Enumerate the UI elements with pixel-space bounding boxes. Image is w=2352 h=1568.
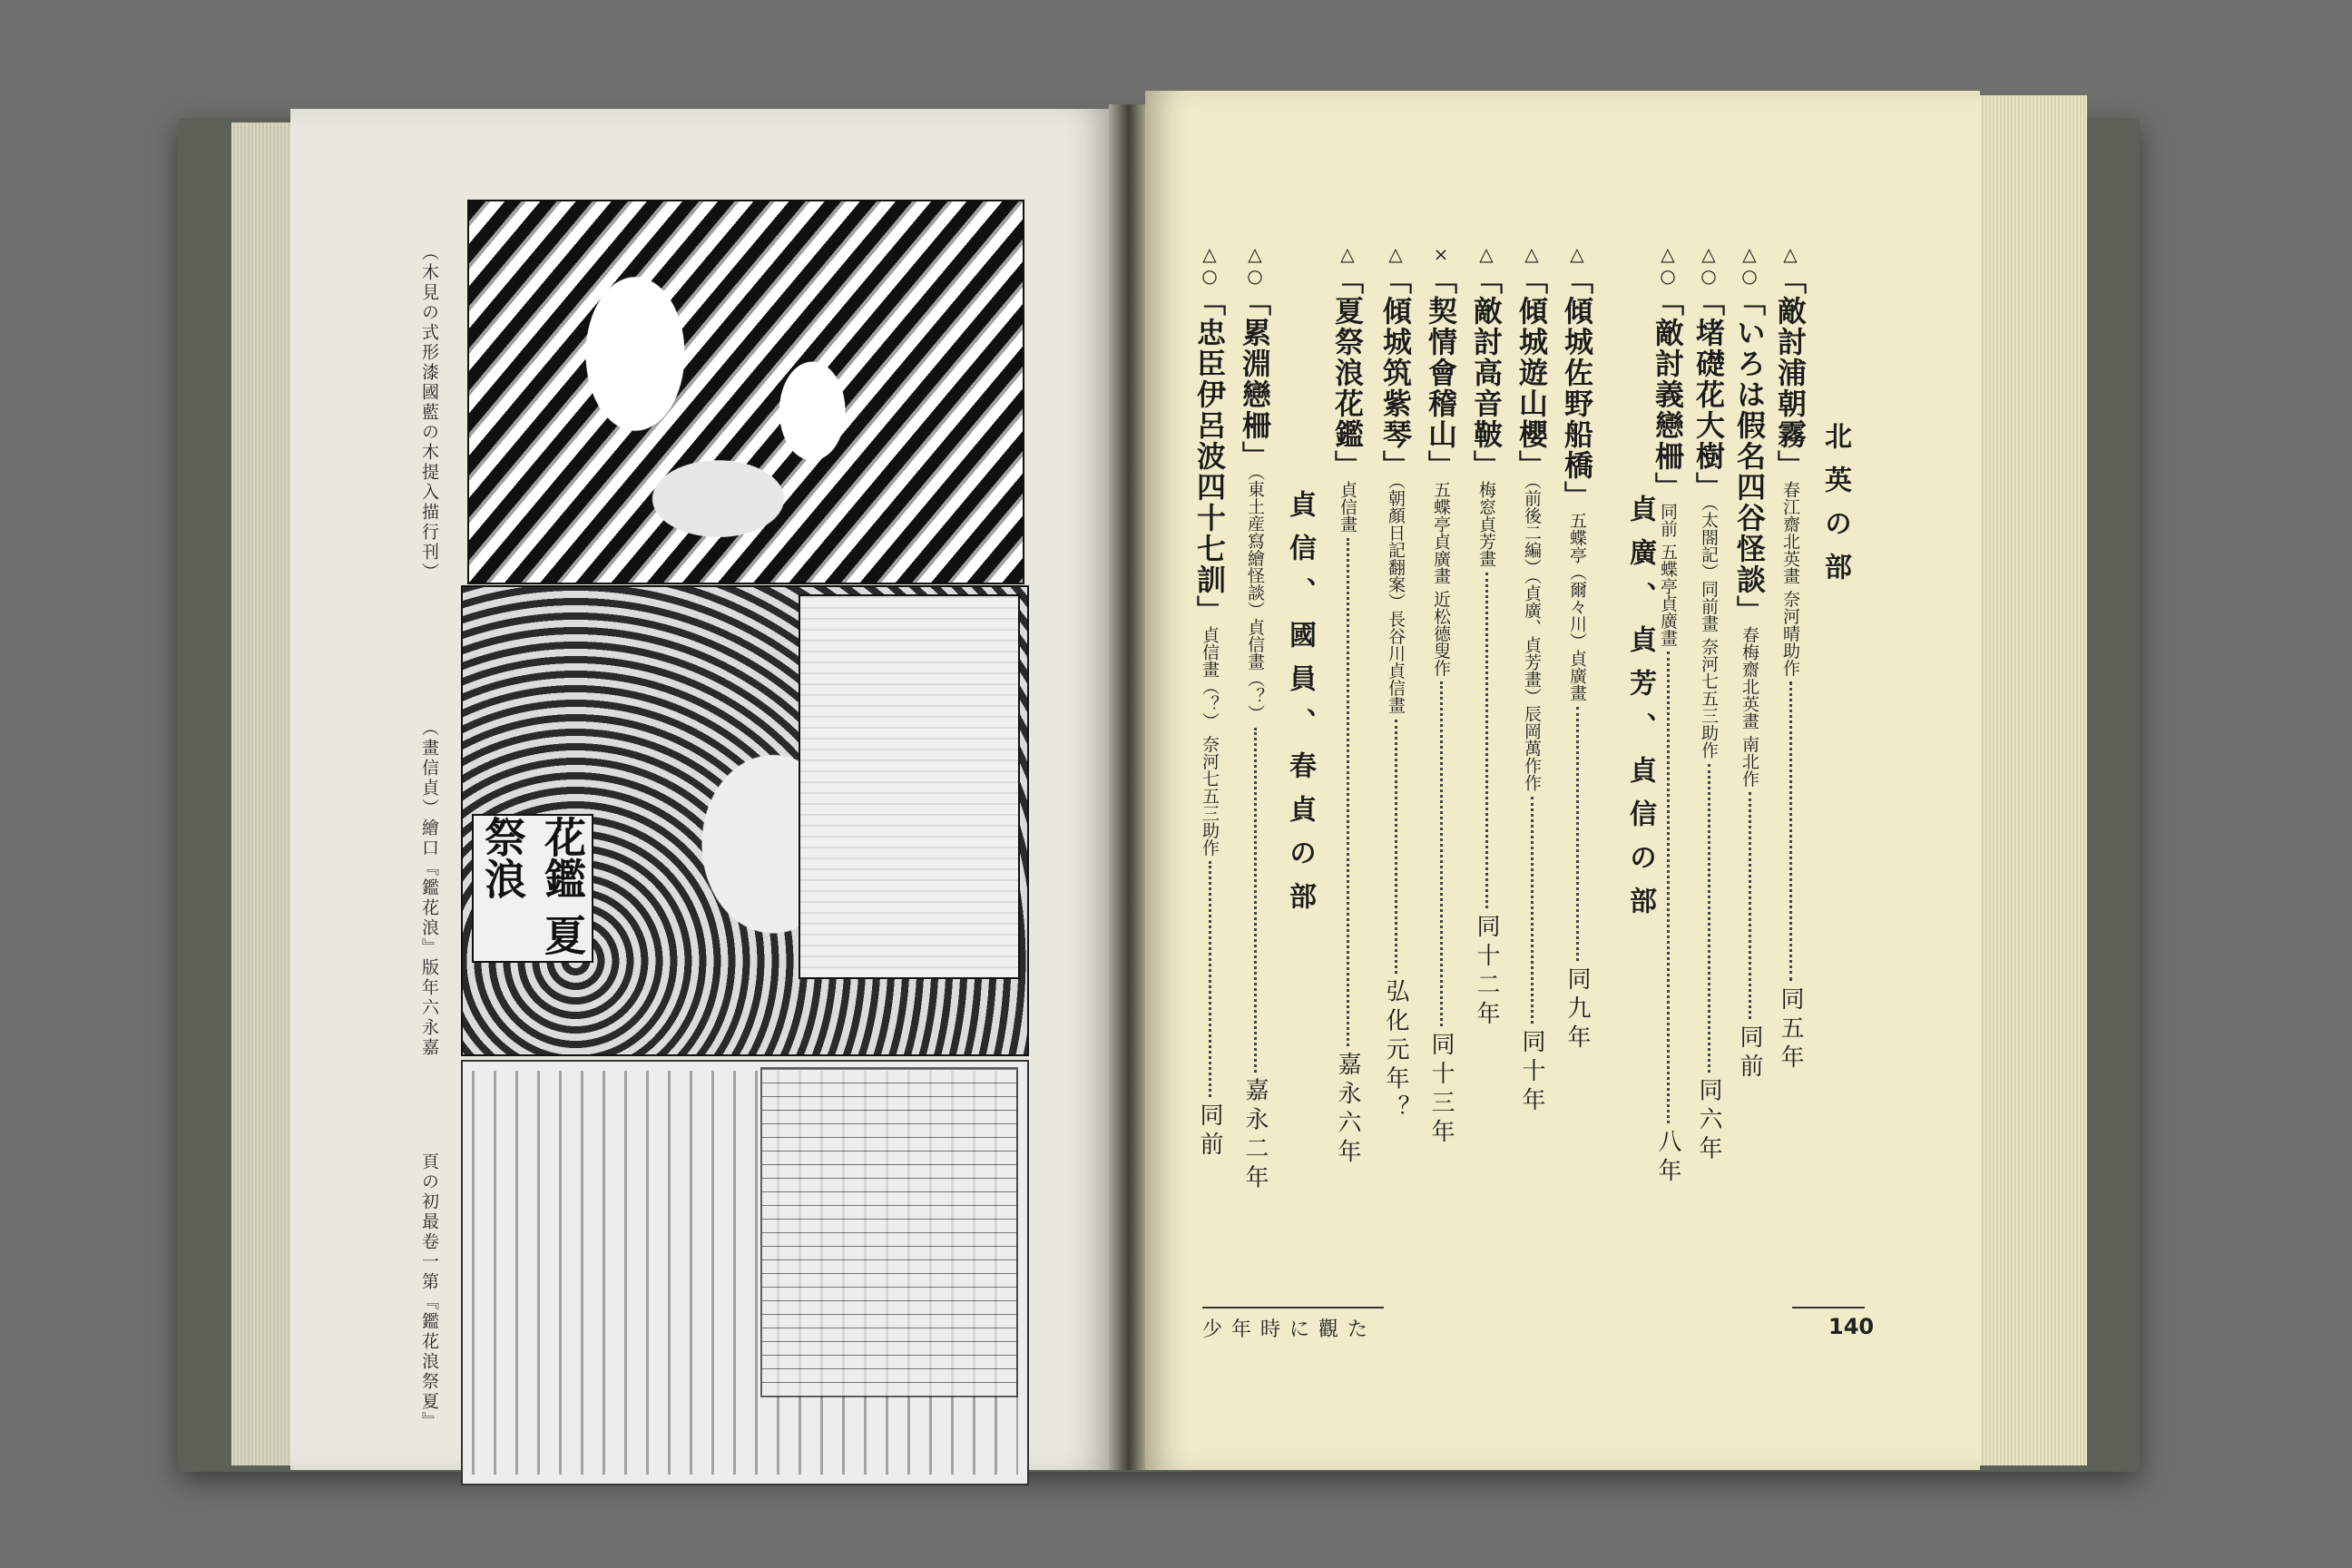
entry-credit: 五蝶亭貞廣畫 近松德叟作 xyxy=(1431,481,1451,677)
leader-dots xyxy=(1667,652,1670,1123)
caption-top: （木見の式形漆國藍の木提入描行刊） xyxy=(419,243,439,583)
entry-title: 「敵討義戀柵」 xyxy=(1651,287,1685,503)
entry-year: 同十年 xyxy=(1518,1029,1545,1116)
entry-7 xyxy=(1465,243,1507,1196)
entry-year: 嘉永六年 xyxy=(1334,1052,1361,1168)
entry-mark: △○ xyxy=(1199,243,1220,287)
entry-title: 「堵礎花大樹」 xyxy=(1691,287,1726,503)
entry-year: 弘化元年？ xyxy=(1382,978,1409,1124)
entry-year: 同十三年 xyxy=(1427,1032,1455,1149)
leader-dots xyxy=(1531,797,1534,1024)
entry-credit: （東土産寫繪怪談）貞信畫（？） xyxy=(1245,472,1265,722)
entry-credit: （朝顏日記翻案）長谷川貞信畫 xyxy=(1386,481,1406,714)
entry-6 xyxy=(1511,243,1553,1196)
section-heading-sadanobu: 貞信、國員、春貞の部 xyxy=(1284,490,1316,926)
entry-title: 「契情會稽山」 xyxy=(1424,265,1458,481)
entry-mark: △○ xyxy=(1657,243,1679,287)
entry-mark: △○ xyxy=(1739,243,1760,287)
entry-credit: 五蝶亭（爾々川）貞廣畫 xyxy=(1567,512,1587,701)
entry-year: 同十二年 xyxy=(1473,914,1500,1030)
entry-2 xyxy=(1729,243,1770,1196)
entry-title: 「敵討浦朝霧」 xyxy=(1773,265,1808,481)
entry-title: 「忠臣伊呂波四十七訓」 xyxy=(1192,287,1227,626)
leader-dots xyxy=(1254,728,1257,1073)
entry-title: 「傾城佐野船橋」 xyxy=(1560,265,1594,512)
entry-8 xyxy=(1420,243,1462,1196)
entry-year: 同五年 xyxy=(1777,986,1804,1074)
page-edges-left xyxy=(231,122,295,1465)
entry-12 xyxy=(1189,243,1230,1196)
entry-credit: 貞信畫 xyxy=(1338,481,1357,533)
leader-dots xyxy=(1789,681,1792,981)
entry-credit: 貞信畫（？） 奈河七五三助作 xyxy=(1200,626,1220,857)
entry-mark: △ xyxy=(1385,243,1406,265)
woodblock-print-top xyxy=(469,201,1023,583)
entry-9 xyxy=(1375,243,1416,1196)
entry-5 xyxy=(1556,243,1598,1196)
left-page xyxy=(290,109,1112,1470)
entry-mark: △○ xyxy=(1698,243,1720,287)
entry-mark: △ xyxy=(1566,243,1588,265)
caption-middle: （畫信貞）繪口『鑑花浪』版年六永嘉 xyxy=(419,719,439,1058)
leader-dots xyxy=(1440,681,1443,1026)
illustration-title: 花鑑 夏祭浪 xyxy=(472,814,593,963)
entry-credit: 春江齋北英畫 奈河晴助作 xyxy=(1780,481,1800,677)
illustration-middle xyxy=(461,585,1029,1056)
entry-year: 同六年 xyxy=(1695,1077,1722,1165)
entry-credit: 梅窓貞芳畫 xyxy=(1476,481,1496,567)
entry-year: 嘉永二年 xyxy=(1241,1077,1269,1194)
entry-4 xyxy=(1647,243,1689,1196)
illustration-top xyxy=(467,200,1024,584)
entry-1 xyxy=(1769,243,1811,1196)
entry-mark: △ xyxy=(1475,243,1497,265)
inset-panel xyxy=(799,594,1020,979)
leader-dots xyxy=(1209,861,1211,1097)
section-heading-sadahiro: 貞廣、貞芳、貞信の部 xyxy=(1624,495,1656,930)
entry-title: 「夏祭浪花鑑」 xyxy=(1330,265,1365,481)
entry-title: 「いろは假名四谷怪談」 xyxy=(1732,287,1767,626)
entry-title: 「累淵戀柵」 xyxy=(1238,287,1272,472)
entry-3 xyxy=(1688,243,1730,1196)
leader-dots xyxy=(1395,720,1397,974)
entry-title: 「傾城遊山櫻」 xyxy=(1514,265,1549,481)
illustration-bottom xyxy=(461,1060,1029,1485)
entry-10 xyxy=(1327,243,1368,1196)
section-heading-hokuei: 北英の部 xyxy=(1819,422,1851,596)
leader-dots xyxy=(1749,792,1751,1019)
entry-year: 同九年 xyxy=(1563,966,1591,1054)
entry-mark: △○ xyxy=(1244,243,1266,287)
page-number: 140 xyxy=(1828,1314,1875,1339)
entry-11 xyxy=(1234,243,1276,1196)
title-box xyxy=(760,1067,1018,1397)
entry-mark: △ xyxy=(1337,243,1358,265)
entry-mark: △ xyxy=(1779,243,1801,265)
entry-mark: △ xyxy=(1521,243,1543,265)
leader-dots xyxy=(1708,764,1710,1073)
footer-rule xyxy=(1202,1307,1384,1308)
entry-year: 同前 xyxy=(1196,1102,1223,1161)
gutter xyxy=(1109,104,1149,1470)
entry-year: 同前 xyxy=(1736,1024,1763,1083)
entry-credit: 春梅齋北英畫 南北作 xyxy=(1740,626,1759,788)
entry-title: 「傾城筑紫琴」 xyxy=(1378,265,1413,481)
leader-dots xyxy=(1347,538,1349,1046)
entry-credit: （太閤記）同前畫 奈河七五三助作 xyxy=(1699,503,1719,759)
entry-year: 八年 xyxy=(1654,1129,1681,1188)
leader-dots xyxy=(1576,707,1579,961)
entry-mark: × xyxy=(1430,243,1452,265)
caption-bottom: 頁の初最卷一第『鑑花浪祭夏』 xyxy=(419,1152,439,1432)
folio-rule xyxy=(1792,1307,1865,1308)
entry-credit: （前後二編）（貞廣、貞芳畫）辰岡萬作作 xyxy=(1522,481,1542,791)
running-head: 少年時に觀た xyxy=(1202,1318,1377,1341)
leader-dots xyxy=(1485,573,1488,908)
entry-credit: 同前 五蝶亭貞廣畫 xyxy=(1658,503,1678,647)
entry-title: 「敵討高音鞁」 xyxy=(1469,265,1504,481)
